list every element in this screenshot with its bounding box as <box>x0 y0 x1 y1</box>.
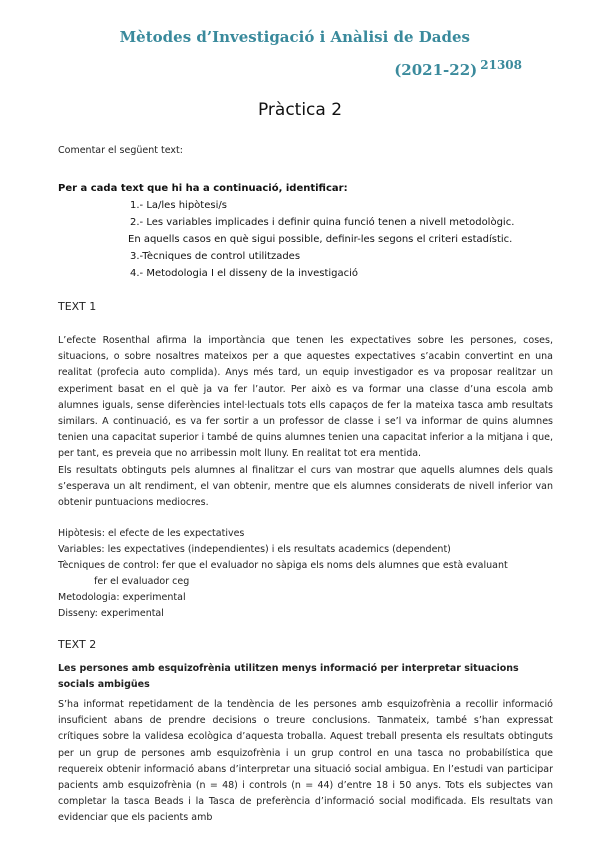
year-label: (2021-22) <box>394 61 478 79</box>
task-item-4: 4.- Metodologia I el disseny de la investigació <box>130 268 359 279</box>
course-year <box>394 58 522 79</box>
task-item-1: 1.- La/les hipòtesi/s <box>130 200 227 211</box>
task-item-2: 2.- Les variables implicades i definir quina funció tenen a nivell metodològic. <box>130 217 515 228</box>
text2-paragraph-1: S’ha informat repetidament de la tendència de les persones amb esquizofrènia a recollir informació insuficient abans de prendre decisions o treure conclusions. Tanmateix, també s’han expressat crítiques sobre la validesa ecològica d’aquesta troballa. Aquest treball presenta els resultats obtinguts per un grup de persones amb esquizofrènia i un grup control en una tasca no probabilística que requereix obtenir informació abans d’interpretar una situació social ambigua. En l’estudi van participar pacients amb esquizofrènia (n = 48) i controls (n = 44) d’entre 18 i 50 anys. Tots els subjectes van completar la tasca Beads i la Tasca de preferència d’informació social modificada. Els resultats van evidenciar que els pacients amb <box>58 699 553 824</box>
page-title: Pràctica 2 <box>257 100 343 120</box>
text2-label: TEXT 2 <box>58 638 97 651</box>
text1-control-techniques: Tècniques de control: fer que el evaluador no sàpiga els noms dels alumnes que està evaluant <box>58 560 508 571</box>
text1-variables: Variables: les expectatives (independientes) i els resultats academics (dependent) <box>58 544 451 555</box>
task-item-2-cont: En aquells casos en què sigui possible, definir-les segons el criteri estadístic. <box>128 234 513 245</box>
text1-control-techniques-cont: fer el evaluador ceg <box>94 576 190 587</box>
text1-paragraph-1: L’efecte Rosenthal afirma la importància que tenen les expectatives sobre les persones, coses, situacions, o sobre nosaltres mateixos per a que aquestes expectatives s’acabin convertint en una realitat (profecia auto complida). Anys més tard, un equip investigador es va proposar realitzar un experiment basat en el què ja va fer l’autor. Per això es va formar una classe d’una escola amb alumnes iguals, sense diferències intel·lectuals tots ells capaços de fer la mateixa tasca amb resultats similars. A continuació, es va fer sortir a un professor de classe i se’l va informar de quins alumnes tenien una capacitat superior i també de quins alumnes tenien una capacitat inferior a la mitjana i que, per tant, es preveia que no arribessin molt lluny. En realitat tot era mentida. <box>58 335 553 460</box>
course-code: 21308 <box>480 58 522 72</box>
text1-methodology: Metodologia: experimental <box>58 592 186 603</box>
text1-label: TEXT 1 <box>58 300 97 313</box>
task-lead: Per a cada text que hi ha a continuació, identificar: <box>58 183 348 194</box>
course-title: Mètodes d’Investigació i Anàlisi de Dades <box>119 28 470 46</box>
task-item-3: 3.-Tècniques de control utilitzades <box>130 251 301 262</box>
text2-title: Les persones amb esquizofrènia utilitzen menys informació per interpretar situacions socials ambigües <box>58 663 519 690</box>
text1-paragraph-2: Els resultats obtinguts pels alumnes al finalitzar el curs van mostrar que aquells alumnes dels quals s’esperava un alt rendiment, el van obtenir, mentre que els alumnes considerats de nivell inferior van obtenir puntuacions mediocres. <box>58 465 553 509</box>
text1-design: Disseny: experimental <box>58 608 164 619</box>
intro-text: Comentar el següent text: <box>58 145 183 156</box>
text1-hypothesis: Hipòtesis: el efecte de les expectatives <box>58 528 245 539</box>
